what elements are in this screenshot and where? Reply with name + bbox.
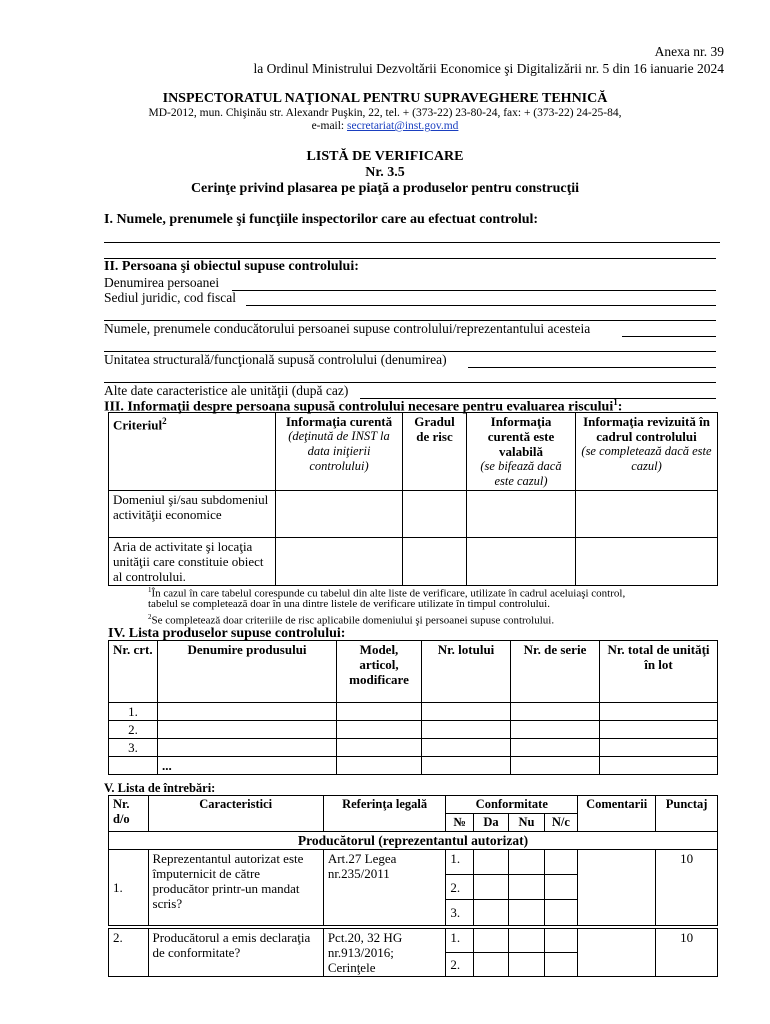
col-serial-nr: Nr. de serie — [511, 641, 600, 703]
cell-input[interactable] — [600, 721, 718, 739]
field-legal-address-input[interactable] — [246, 305, 716, 306]
col-revised-info: Informaţia revizuită în cadrul controlului (se completează dacă este cazul) — [576, 413, 718, 491]
cell-checkbox[interactable] — [467, 538, 576, 586]
cell-input[interactable] — [422, 757, 511, 775]
col-conformity: Conformitate — [446, 796, 578, 814]
col-score: Punctaj — [656, 796, 718, 832]
cell-input[interactable] — [600, 757, 718, 775]
cell-input[interactable] — [337, 703, 422, 721]
q1-text: Reprezentantul autorizat este împuternicit de către producător printr-un mandat scris? — [148, 850, 323, 926]
row-ellipsis: ... — [158, 757, 337, 775]
cell-input[interactable] — [511, 757, 600, 775]
field-manager-label: Numele, prenumele conducătorului persoanei supuse controlului/reprezentantului acesteia — [104, 321, 591, 336]
cell-input[interactable] — [422, 739, 511, 757]
q2-sub-2: 2. — [446, 953, 473, 977]
field-manager-input[interactable] — [622, 336, 716, 337]
q1-no-1[interactable] — [509, 850, 544, 875]
inspectors-line-1[interactable] — [104, 242, 720, 243]
q2-yes-1[interactable] — [473, 929, 508, 953]
table-row — [109, 721, 718, 739]
group-producer: Producătorul (reprezentantul autorizat) — [109, 832, 718, 850]
section2-heading: II. Persoana şi obiectul supuse controlului: — [104, 259, 359, 274]
q1-sub-3: 3. — [446, 900, 473, 926]
section1-heading: I. Numele, prenumele şi funcţiile inspectorilor care au efectuat controlul: — [104, 212, 539, 227]
col-criterion: Criteriul$^2$ — [109, 413, 276, 491]
cell-input[interactable] — [158, 703, 337, 721]
q1-number: 1. — [109, 850, 149, 926]
field-unit-input[interactable] — [468, 367, 716, 368]
institution-name: INSPECTORATUL NAŢIONAL PENTRU SUPRAVEGHERE TEHNICĂ — [162, 91, 608, 106]
q1-yes-1[interactable] — [473, 850, 508, 875]
col-lot-nr: Nr. lotului — [422, 641, 511, 703]
row-activity-area: Aria de activitate şi locaţia unităţii care constituie obiect al controlului. — [109, 538, 276, 586]
q1-yes-2[interactable] — [473, 875, 508, 900]
q2-score: 10 — [656, 929, 718, 977]
cell-input[interactable] — [511, 721, 600, 739]
cell-input[interactable] — [337, 739, 422, 757]
q1-no-2[interactable] — [509, 875, 544, 900]
row-index: 2. — [109, 721, 158, 739]
cell-input[interactable] — [276, 538, 403, 586]
q1-sub-2: 2. — [446, 875, 473, 900]
col-comments: Comentarii — [578, 796, 656, 832]
cell-input[interactable] — [158, 739, 337, 757]
table-row — [109, 739, 718, 757]
field-other-data-label: Alte date caracteristice ale unităţii (după caz) — [104, 383, 349, 398]
email-prefix: e-mail: — [311, 120, 348, 132]
col-characteristics: Caracteristici — [148, 796, 323, 832]
institution-address: MD-2012, mun. Chişinău str. Alexandr Puşkin, 22, tel. + (373-22) 23-80-24, fax: + (373-22) 24-25-84, — [148, 107, 622, 119]
annex-order-reference: la Ordinul Ministrului Dezvoltării Economice şi Digitalizării nr. 5 din 16 ianuarie 2024 — [253, 61, 724, 76]
doc-subtitle: Cerinţe privind plasarea pe piaţă a produselor pentru construcţii — [190, 181, 580, 196]
footnote-2: $^2$Se completează doar criteriile de risc aplicabile domeniului şi persoanei supuse controlului. — [148, 613, 555, 627]
section5-heading: V. Lista de întrebări: — [104, 781, 216, 795]
cell-input[interactable] — [576, 491, 718, 538]
question-row — [109, 850, 718, 875]
q1-na-3[interactable] — [544, 900, 577, 926]
cell-input[interactable] — [158, 721, 337, 739]
cell-input[interactable] — [576, 538, 718, 586]
cell-input[interactable] — [403, 491, 467, 538]
cell-input[interactable] — [276, 491, 403, 538]
cell-input[interactable] — [403, 538, 467, 586]
table-row — [109, 538, 718, 586]
q2-no-1[interactable] — [509, 929, 544, 953]
section4-heading: IV. Lista produselor supuse controlului: — [108, 626, 346, 641]
annex-number: Anexa nr. 39 — [654, 44, 724, 59]
cell-input[interactable] — [422, 703, 511, 721]
q2-sub-1: 1. — [446, 929, 473, 953]
col-nr-do: Nr. d/o — [109, 796, 149, 832]
col-yes: Da — [473, 814, 508, 832]
q1-na-1[interactable] — [544, 850, 577, 875]
q1-yes-3[interactable] — [473, 900, 508, 926]
q1-legal-ref: Art.27 Legea nr.235/2011 — [323, 850, 446, 926]
q2-legal-ref: Pct.20, 32 HG nr.913/2016; Cerinţele — [323, 929, 446, 977]
cell-input[interactable] — [511, 703, 600, 721]
q1-no-3[interactable] — [509, 900, 544, 926]
email-link[interactable]: secretariat@inst.gov.md — [347, 120, 459, 132]
col-valid-info: Informaţia curentă este valabilă (se bifează dacă este cazul) — [467, 413, 576, 491]
col-no-answer: Nu — [509, 814, 544, 832]
cell-input[interactable] — [337, 757, 422, 775]
col-product-name: Denumire produsului — [158, 641, 337, 703]
col-not-applicable: N/c — [544, 814, 577, 832]
footnote-1: $^1$În cazul în care tabelul corespunde cu tabelul din alte liste de verificare, utilizate în cadrul aceluiaşi control, — [148, 586, 626, 600]
q2-number: 2. — [109, 929, 149, 977]
table-row — [109, 491, 718, 538]
cell-input[interactable] — [422, 721, 511, 739]
row-index: 3. — [109, 739, 158, 757]
questions-table — [108, 795, 718, 977]
q1-na-2[interactable] — [544, 875, 577, 900]
section3-heading: III. Informaţii despre persoana supusă controlului necesare pentru evaluarea riscului$^1$: — [104, 397, 623, 415]
cell-input[interactable] — [600, 703, 718, 721]
field-unit-label: Unitatea structurală/funcţională supusă controlului (denumirea) — [104, 352, 447, 367]
cell-input[interactable] — [511, 739, 600, 757]
q2-na-2[interactable] — [544, 953, 577, 977]
field-person-name-label: Denumirea persoanei — [104, 275, 220, 290]
col-no: № — [446, 814, 473, 832]
cell-input[interactable] — [337, 721, 422, 739]
q2-comments[interactable] — [578, 929, 656, 977]
q2-text: Producătorul a emis declaraţia de conformitate? — [148, 929, 323, 977]
row-economic-domain: Domeniul şi/sau subdomeniul activităţii economice — [109, 491, 276, 538]
col-model: Model, articol, modificare — [337, 641, 422, 703]
col-total-units: Nr. total de unităţi în lot — [600, 641, 718, 703]
field-person-name-input[interactable] — [232, 290, 716, 291]
col-current-info: Informaţia curentă (deţinută de INST la data iniţierii controlului) — [276, 413, 403, 491]
col-risk-degree: Gradul de risc — [403, 413, 467, 491]
row-index: 1. — [109, 703, 158, 721]
q2-yes-2[interactable] — [473, 953, 508, 977]
q2-no-2[interactable] — [509, 953, 544, 977]
q2-na-1[interactable] — [544, 929, 577, 953]
question-row — [109, 929, 718, 953]
products-table — [108, 640, 718, 775]
row-index — [109, 757, 158, 775]
institution-email-line — [0, 120, 770, 132]
cell-input[interactable] — [600, 739, 718, 757]
col-legal-ref: Referinţa legală — [323, 796, 446, 832]
cell-checkbox[interactable] — [467, 491, 576, 538]
risk-info-table — [108, 412, 718, 586]
doc-number: Nr. 3.5 — [365, 165, 405, 180]
table-row — [109, 757, 718, 775]
table-row — [109, 703, 718, 721]
footnote-1-cont: tabelul se completează doar în una dintre listele de verificare utilizate în timpul controlului. — [148, 598, 550, 610]
q1-sub-1: 1. — [446, 850, 473, 875]
doc-title: LISTĂ DE VERIFICARE — [306, 149, 464, 164]
q1-comments[interactable] — [578, 850, 656, 926]
col-nr-crt: Nr. crt. — [109, 641, 158, 703]
field-legal-address-label: Sediul juridic, cod fiscal — [104, 290, 236, 305]
q1-score: 10 — [656, 850, 718, 926]
